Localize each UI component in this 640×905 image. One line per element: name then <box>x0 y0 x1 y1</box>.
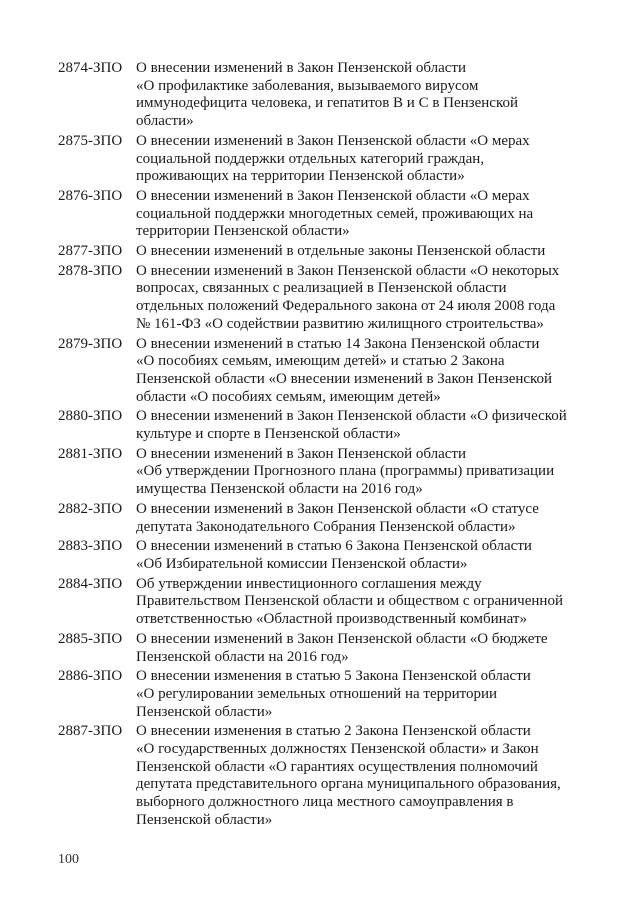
law-title <box>136 408 578 443</box>
law-title-line: ответственностью «Областной производственный комбинат» <box>136 611 527 628</box>
law-title-line: «Об Избирательной комиссии Пензенской области» <box>136 555 468 572</box>
law-title <box>136 631 578 666</box>
law-number: 2887-ЗПО <box>58 723 123 740</box>
law-number: 2880-ЗПО <box>58 408 123 425</box>
law-title-line: «О государственных должностях Пензенской области» и Закон <box>136 741 539 758</box>
law-number: 2876-ЗПО <box>58 187 123 204</box>
law-entry <box>58 723 578 829</box>
law-title-line: иммунодефицита человека, и гепатитов В и С в Пензенской <box>136 95 519 112</box>
law-title-line: Пензенской области» <box>136 703 273 720</box>
law-title-line: выборного должностного лица местного самоуправления в <box>136 794 514 811</box>
law-title-line: депутата Законодательного Собрания Пензенской области» <box>136 518 516 535</box>
law-title-line: Пензенской области» <box>136 811 273 828</box>
law-entry <box>58 668 578 721</box>
law-entry <box>58 631 578 666</box>
law-title-line: отдельных положений Федерального закона от 24 июля 2008 года <box>136 298 556 315</box>
law-entry <box>58 133 578 186</box>
law-number: 2886-ЗПО <box>58 668 123 685</box>
law-title-line: О внесении изменений в Закон Пензенской области «О статусе <box>136 500 539 517</box>
law-title <box>136 336 578 407</box>
law-title-line: территории Пензенской области» <box>136 223 350 240</box>
law-number: 2882-ЗПО <box>58 500 123 517</box>
law-entry <box>58 336 578 407</box>
law-list <box>58 60 578 832</box>
law-title <box>136 188 578 241</box>
law-title <box>136 263 578 334</box>
law-title-line: Об утверждении инвестиционного соглашения между <box>136 575 482 592</box>
law-title-line: социальной поддержки многодетных семей, проживающих на <box>136 205 534 222</box>
law-title-line: О внесении изменений в отдельные законы Пензенской области <box>136 243 546 260</box>
law-title <box>136 243 578 261</box>
law-number: 2884-ЗПО <box>58 575 123 592</box>
law-number: 2885-ЗПО <box>58 630 123 647</box>
law-title-line: «О профилактике заболевания, вызываемого вирусом <box>136 77 479 94</box>
law-number: 2874-ЗПО <box>58 60 123 76</box>
law-title-line: О внесении изменений в Закон Пензенской области «О мерах <box>136 132 530 149</box>
law-title-line: О внесении изменений в Закон Пензенской области «О мерах <box>136 187 530 204</box>
law-title-line: области» <box>136 113 194 130</box>
law-title-line: О внесении изменения в статью 5 Закона Пензенской области <box>136 668 531 685</box>
law-title <box>136 723 578 829</box>
law-title <box>136 538 578 573</box>
law-entry <box>58 576 578 629</box>
law-entry <box>58 446 578 499</box>
law-number: 2879-ЗПО <box>58 335 123 352</box>
law-title-line: области «О пособиях семьям, имеющим детей» <box>136 388 441 405</box>
law-title-line: вопросах, связанных с реализацией в Пензенской области <box>136 280 507 297</box>
law-title-line: О внесении изменения в статью 2 Закона Пензенской области <box>136 723 531 740</box>
law-title-line: О внесении изменений в Закон Пензенской области «О некоторых <box>136 262 560 279</box>
law-title <box>136 576 578 629</box>
law-title-line: О внесении изменений в Закон Пензенской области <box>136 445 466 462</box>
law-entry <box>58 263 578 334</box>
law-title-line: проживающих на территории Пензенской области» <box>136 168 465 185</box>
law-entry <box>58 188 578 241</box>
page-number: 100 <box>58 852 79 867</box>
law-title-line: «О регулировании земельных отношений на территории <box>136 685 498 702</box>
law-title-line: Пензенской области «О гарантиях осуществления полномочий <box>136 758 538 775</box>
law-entry <box>58 501 578 536</box>
law-title-line: депутата представительного органа муниципального образования, <box>136 776 561 793</box>
law-title-line: О внесении изменений в статью 6 Закона Пензенской области <box>136 538 532 555</box>
law-title-line: Пензенской области «О внесении изменений в Закон Пензенской <box>136 370 553 387</box>
law-number: 2881-ЗПО <box>58 445 123 462</box>
law-title-line: О внесении изменений в Закон Пензенской области <box>136 60 466 76</box>
law-title-line: «Об утверждении Прогнозного плана (программы) приватизации <box>136 463 555 480</box>
law-number: 2875-ЗПО <box>58 132 123 149</box>
law-title-line: О внесении изменений в Закон Пензенской области «О бюджете <box>136 630 548 647</box>
law-title <box>136 133 578 186</box>
law-number: 2883-ЗПО <box>58 538 123 555</box>
law-title-line: О внесении изменений в статью 14 Закона Пензенской области <box>136 335 540 352</box>
law-title-line: социальной поддержки отдельных категорий граждан, <box>136 150 485 167</box>
law-entry <box>58 538 578 573</box>
law-entry <box>58 60 578 131</box>
law-entry <box>58 243 578 261</box>
law-title <box>136 668 578 721</box>
law-title <box>136 60 578 131</box>
law-entry <box>58 408 578 443</box>
law-title-line: Правительством Пензенской области и обществом с ограниченной <box>136 593 563 610</box>
law-number: 2877-ЗПО <box>58 243 123 260</box>
law-title-line: № 161-ФЗ «О содействии развитию жилищного строительства» <box>136 315 544 332</box>
law-title <box>136 501 578 536</box>
law-title-line: имущества Пензенской области на 2016 год» <box>136 481 423 498</box>
law-title-line: «О пособиях семьям, имеющим детей» и статью 2 Закона <box>136 353 505 370</box>
law-title <box>136 446 578 499</box>
law-title-line: О внесении изменений в Закон Пензенской области «О физической <box>136 408 567 425</box>
law-title-line: Пензенской области на 2016 год» <box>136 648 349 665</box>
law-title-line: культуре и спорте в Пензенской области» <box>136 426 401 443</box>
law-number: 2878-ЗПО <box>58 262 123 279</box>
